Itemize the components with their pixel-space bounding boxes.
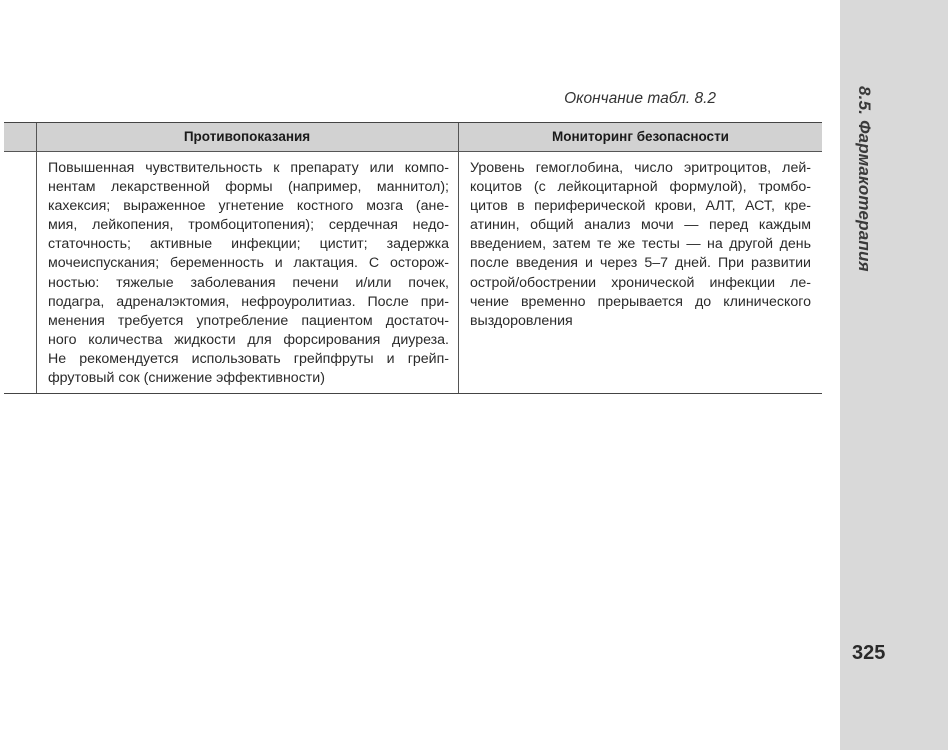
text-line: подагра, адреналэктомия, нефроуролитиаз. После при- <box>48 293 449 310</box>
page-number: 325 <box>852 642 886 664</box>
text-line: кахексия; выраженное угнетение костного мозга (ане- <box>48 198 449 215</box>
column-divider-2 <box>458 123 459 393</box>
text-line: ного количества жидкости для форсирования диуреза. <box>48 331 449 348</box>
text-line: мочеиспускания; беременность и лактация. С осторож- <box>48 255 449 272</box>
text-line: Уровень гемоглобина, число эритроцитов, лей- <box>470 160 811 176</box>
header-safety-monitoring: Мониторинг безопасности <box>552 129 729 144</box>
safety-monitoring-cell <box>470 159 811 331</box>
text-line: коцитов (с лейкоцитарной формулой), тромбо- <box>470 179 811 196</box>
text-line: выздоровления <box>470 312 573 329</box>
text-line: Не рекомендуется использовать грейпфруты и грейп- <box>48 350 449 367</box>
text-line: мия, лейкопения, тромбоцитопения); сердечная недо- <box>48 217 449 234</box>
header-contraindications: Противопоказания <box>183 129 311 144</box>
text-line: нентам лекарственной формы (например, маннитол); <box>48 179 449 196</box>
table-caption: Окончание табл. 8.2 <box>564 90 716 107</box>
text-line: после введения и через 5–7 дней. При развитии <box>470 255 811 272</box>
text-line: статочность; активные инфекции; цистит; задержка <box>48 236 449 253</box>
text-line: введением, затем те же тесты — на другой день <box>470 236 811 253</box>
text-line: цитов в периферической крови, АЛТ, АСТ, кре- <box>470 198 811 215</box>
text-line: острой/обострении хронической инфекции ле- <box>470 274 811 291</box>
contraindications-cell <box>48 159 449 388</box>
section-title: 8.5. Фармакотерапия <box>855 86 874 272</box>
text-line: чение временно прерывается до клинического <box>470 293 811 310</box>
text-line: Повышенная чувствительность к препарату или компо- <box>48 160 449 176</box>
column-divider-1 <box>36 123 37 393</box>
text-line: атинин, общий анализ мочи — перед каждым <box>470 217 811 234</box>
drug-table <box>4 122 822 394</box>
text-line: менения требуется употребление пациентом достаточ- <box>48 312 449 329</box>
text-line: фрутовый сок (снижение эффективности) <box>48 370 325 387</box>
text-line: ностью: тяжелые заболевания печени и/или почек, <box>48 274 449 291</box>
table-header-row <box>4 123 822 152</box>
